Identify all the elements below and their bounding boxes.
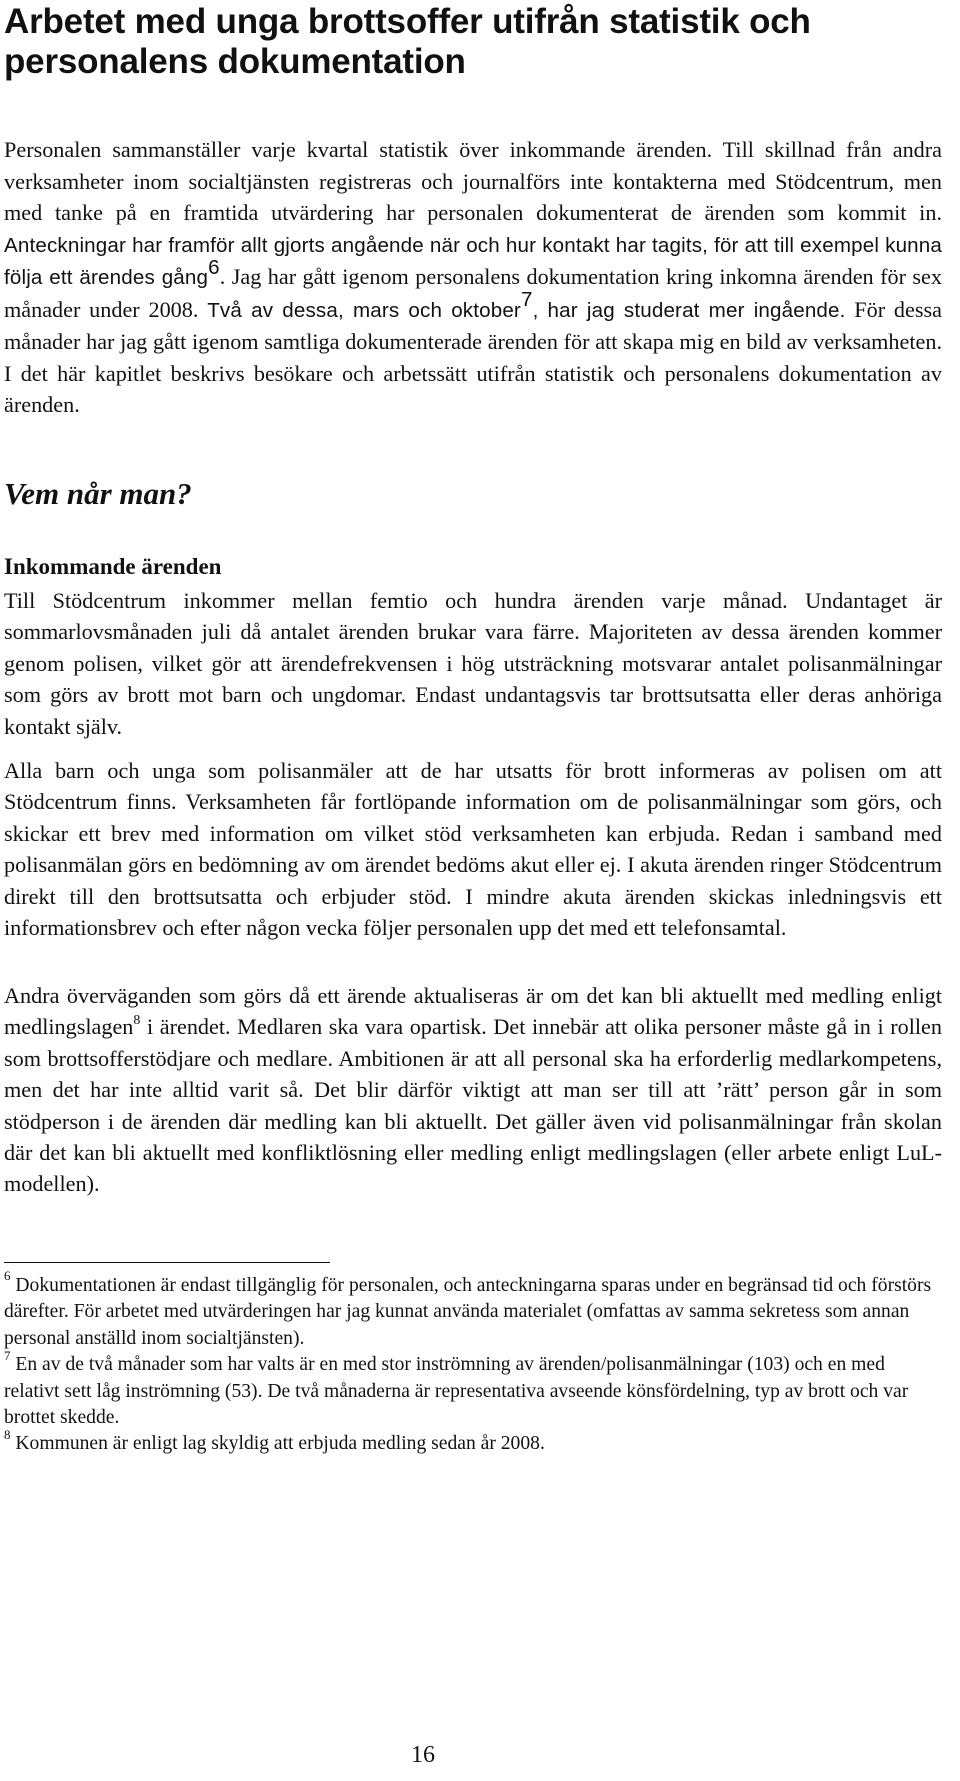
- page-title: Arbetet med unga brottsoffer utifrån statistik och personalens dokumentation: [4, 2, 811, 81]
- footnotes: [4, 1268, 934, 1458]
- intro-text-2: Anteckningar har framför allt gjorts angående när och hur kontakt har tagits, för att till exempel kunna följa ett ärendes gång: [4, 233, 942, 289]
- footnote-divider: [4, 1262, 330, 1263]
- footnote-ref-7: 7: [520, 288, 533, 312]
- section-heading: Vem når man?: [4, 476, 192, 511]
- footnote-6: [4, 1268, 934, 1352]
- paragraph-mediation: [4, 980, 942, 1200]
- paragraph-police-reports: Alla barn och unga som polisanmäler att de har utsatts för brott informeras av polisen om att Stödcentrum finns. Verksamheten får fortlöpande information om de polisanmälningar som görs, och skickar ett brev med information om vilket stöd verksamheten kan erbjuda. Redan i samband med polisanmälan görs en bedömning av om ärendet bedöms akut eller ej. I akuta ärenden ringer Stödcentrum direkt till den brottsutsatta och erbjuder stöd. I mindre akuta ärenden skickas inledningsvis ett informationsbrev och efter någon vecka följer personalen upp det med ett telefonsamtal.: [4, 758, 942, 941]
- footnote-ref-6: 6: [208, 255, 220, 279]
- footnote-text: Kommunen är enligt lag skyldig att erbjuda medling sedan år 2008.: [10, 1433, 545, 1455]
- intro-paragraph: [4, 134, 942, 421]
- intro-text-5: , har jag studerat mer ingående.: [532, 298, 846, 322]
- page-number: 16: [411, 1742, 435, 1768]
- footnote-text: Dokumentationen är endast tillgänglig för personalen, och anteckningarna sparas under en begränsad tid och förstörs därefter. För arbetet med utvärderingen har jag kunnat använda materialet (omfattas av samma sekretess som annan personal anställd inom socialtjänsten).: [4, 1275, 932, 1349]
- intro-text-4: Två av dessa, mars och oktober: [207, 298, 521, 322]
- footnote-number: 6: [4, 1268, 11, 1284]
- mediation-text-2: i ärendet. Medlaren ska vara opartisk. Det innebär att olika personer måste gå in i rollen som brottsofferstödjare och medlare. Ambitionen är att all personal ska ha erforderlig medlarkompetens, men det har inte alltid varit så. Det blir därför viktigt att man ser till att ’rätt’ person går in som stödperson i de ärenden där medling kan bli aktuellt. Det gäller även vid polisanmälningar från skolan där det kan bli aktuellt med konfliktlösning eller medling enligt medlingslagen (eller arbete enligt LuL-modellen).: [4, 1014, 942, 1197]
- footnote-number: 8: [4, 1426, 11, 1442]
- footnote-7: [4, 1347, 934, 1431]
- footnote-ref-8: 8: [133, 1013, 141, 1029]
- intro-text-3: . Jag har gått igenom personalens dokumentation kring inkomna ärenden för sex månader under 2008.: [4, 264, 942, 322]
- intro-text-1: Personalen sammanställer varje kvartal statistik över inkommande ärenden. Till skillnad från andra verksamheter inom socialtjänsten registreras och journalförs inte kontakterna med Stödcentrum, men med tanke på en framtida utvärdering har personalen dokumenterat de ärenden som kommit in.: [4, 137, 942, 225]
- subsection-heading: Inkommande ärenden: [4, 554, 222, 579]
- paragraph-incoming-cases: Till Stödcentrum inkommer mellan femtio och hundra ärenden varje månad. Undantaget är sommarlovsmånaden juli då antalet ärenden brukar vara färre. Majoriteten av dessa ärenden kommer genom polisen, vilket gör att ärendefrekvensen i hög utsträckning motsvarar antalet polisanmälningar som görs av brott mot barn och ungdomar. Endast undantagsvis tar brottsutsatta eller deras anhöriga kontakt själv.: [4, 588, 942, 739]
- footnote-number: 7: [4, 1347, 11, 1363]
- footnote-text: En av de två månader som har valts är en med stor inströmning av ärenden/polisanmälningar (103) och en med relativt sett låg inströmning (53). De två månaderna är representativa avseende könsfördelning, typ av brott och var brottet skedde.: [4, 1354, 909, 1429]
- intro-text-6: För dessa månader har jag gått igenom samtliga dokumenterade ärenden för att skapa mig en bild av verksamheten. I det här kapitlet beskrivs besökare och arbetssätt utifrån statistik och personalens dokumentation av ärenden.: [4, 296, 942, 417]
- footnote-8: [4, 1426, 934, 1457]
- mediation-text-1: Andra överväganden som görs då ett ärende aktualiseras är om det kan bli aktuellt med medling enligt medlingslagen: [4, 983, 942, 1040]
